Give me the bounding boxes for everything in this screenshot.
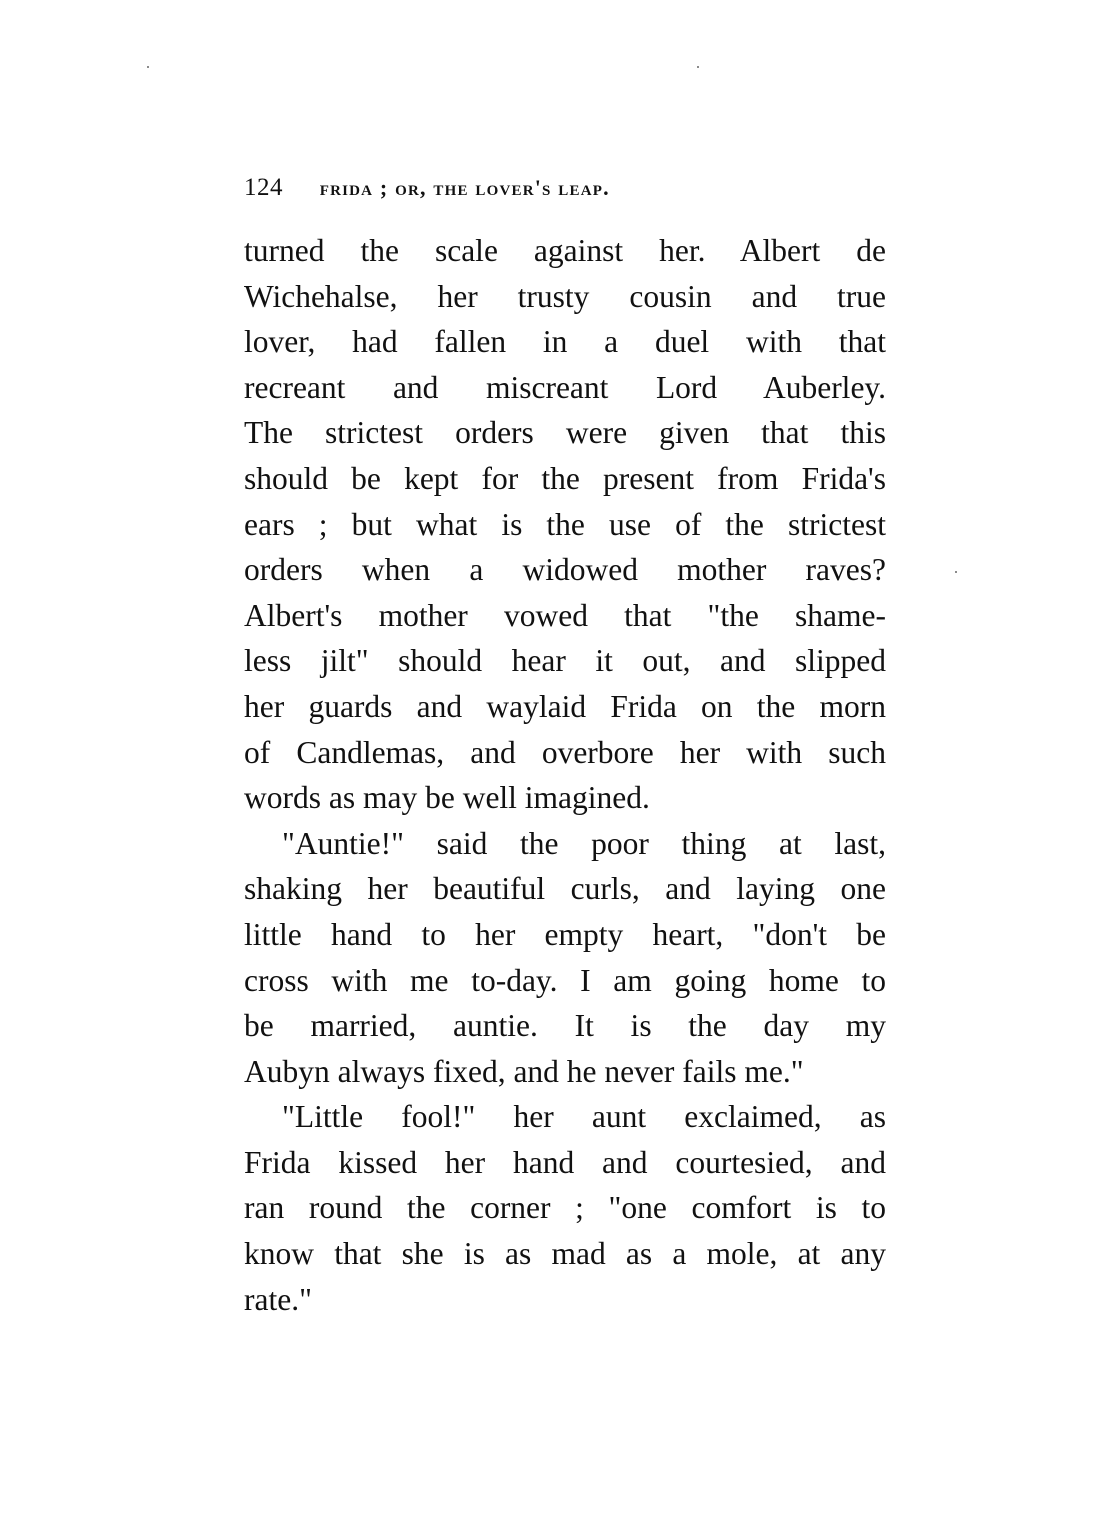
text-line: turned the scale against her. Albert de bbox=[244, 233, 886, 268]
text-line: "Auntie!" said the poor thing at last, bbox=[282, 825, 886, 861]
text-line: Aubyn always fixed, and he never fails me." bbox=[244, 1053, 804, 1089]
text-line: ears ; but what is the use of the strictest bbox=[244, 506, 886, 542]
text-line: words as may be well imagined. bbox=[244, 780, 650, 816]
text-line: of Candlemas, and overbore her with such bbox=[244, 734, 886, 770]
text-line: her guards and waylaid Frida on the morn bbox=[244, 688, 886, 724]
text-line: cross with me to-day. I am going home to bbox=[244, 962, 886, 998]
text-line: "Little fool!" her aunt exclaimed, as bbox=[282, 1099, 886, 1135]
text-line: know that she is as mad as a mole, at any bbox=[244, 1236, 886, 1272]
scan-speck bbox=[955, 571, 957, 573]
scan-speck bbox=[147, 66, 149, 68]
text-line: Albert's mother vowed that "the shame- bbox=[244, 597, 886, 633]
running-header bbox=[244, 174, 804, 206]
text-line: rate." bbox=[244, 1281, 312, 1317]
scan-speck bbox=[697, 66, 699, 68]
text-line: recreant and miscreant Lord Auberley. bbox=[244, 369, 886, 405]
text-line: Wichehalse, her trusty cousin and true bbox=[244, 278, 886, 314]
text-line: should be kept for the present from Frida's bbox=[244, 460, 886, 496]
text-line: orders when a widowed mother raves? bbox=[244, 552, 886, 588]
text-line: little hand to her empty heart, "don't be bbox=[244, 916, 886, 952]
text-line: lover, had fallen in a duel with that bbox=[244, 324, 886, 360]
text-line: be married, auntie. It is the day my bbox=[244, 1008, 886, 1044]
text-line: Frida kissed her hand and courtesied, and bbox=[244, 1144, 886, 1180]
text-line: shaking her beautiful curls, and laying one bbox=[244, 871, 886, 907]
text-line: ran round the corner ; "one comfort is to bbox=[244, 1190, 886, 1226]
page-number: 124 bbox=[244, 174, 283, 201]
text-line: less jilt" should hear it out, and slipped bbox=[244, 643, 886, 679]
body-text bbox=[244, 228, 886, 1322]
running-title: frida ; or, the lover's leap. bbox=[319, 175, 610, 200]
text-line: The strictest orders were given that this bbox=[244, 415, 886, 451]
